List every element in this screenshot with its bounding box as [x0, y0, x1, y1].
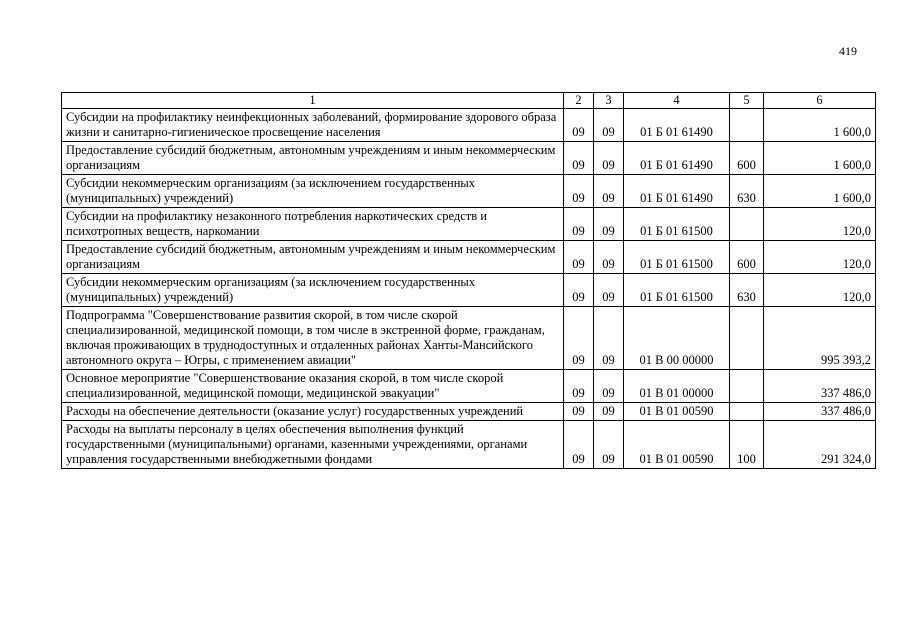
row-subsection: 09: [594, 307, 624, 370]
row-expense-type: [730, 208, 764, 241]
row-name: Подпрограмма "Совершенствование развития скорой, в том числе скорой специализированной, медицинской помощи, в том числе в экстренной форме, гражданам, включая проживающих в труднодоступных и отдаленных районах Ханты-Мансийского автономного округа – Югры, с применением авиации": [62, 307, 564, 370]
row-name: Предоставление субсидий бюджетным, автономным учреждениям и иным некоммерческим организациям: [62, 241, 564, 274]
row-amount: 291 324,0: [764, 421, 876, 469]
row-name: Расходы на обеспечение деятельности (оказание услуг) государственных учреждений: [62, 403, 564, 421]
row-subsection: 09: [594, 241, 624, 274]
page-number: 419: [839, 44, 857, 58]
table-row: [62, 403, 876, 421]
row-expense-type: 630: [730, 175, 764, 208]
row-amount: 120,0: [764, 208, 876, 241]
row-target-code: 01 Б 01 61500: [624, 274, 730, 307]
row-expense-type: [730, 403, 764, 421]
row-name: Предоставление субсидий бюджетным, автономным учреждениям и иным некоммерческим организациям: [62, 142, 564, 175]
row-expense-type: 600: [730, 142, 764, 175]
table-row: [62, 109, 876, 142]
table-row: [62, 307, 876, 370]
row-subsection: 09: [594, 370, 624, 403]
row-section: 09: [564, 241, 594, 274]
row-target-code: 01 В 01 00590: [624, 403, 730, 421]
header-row: [62, 93, 876, 109]
table-row: [62, 370, 876, 403]
row-section: 09: [564, 403, 594, 421]
table-row: [62, 175, 876, 208]
row-section: 09: [564, 370, 594, 403]
row-section: 09: [564, 142, 594, 175]
row-expense-type: 600: [730, 241, 764, 274]
row-subsection: 09: [594, 175, 624, 208]
header-col-4: 4: [624, 93, 730, 109]
row-amount: 337 486,0: [764, 370, 876, 403]
table-row: [62, 421, 876, 469]
row-subsection: 09: [594, 421, 624, 469]
header-col-2: 2: [564, 93, 594, 109]
row-name: Основное мероприятие "Совершенствование оказания скорой, в том числе скорой специализированной, медицинской помощи, медицинской эвакуации": [62, 370, 564, 403]
row-subsection: 09: [594, 142, 624, 175]
table-row: [62, 142, 876, 175]
row-section: 09: [564, 274, 594, 307]
budget-table: [61, 92, 876, 469]
row-target-code: 01 В 01 00000: [624, 370, 730, 403]
row-target-code: 01 Б 01 61500: [624, 208, 730, 241]
row-expense-type: 100: [730, 421, 764, 469]
row-section: 09: [564, 208, 594, 241]
header-col-3: 3: [594, 93, 624, 109]
row-amount: 1 600,0: [764, 175, 876, 208]
row-target-code: 01 Б 01 61490: [624, 175, 730, 208]
row-section: 09: [564, 109, 594, 142]
table-row: [62, 274, 876, 307]
row-expense-type: [730, 109, 764, 142]
row-target-code: 01 В 01 00590: [624, 421, 730, 469]
row-subsection: 09: [594, 403, 624, 421]
row-subsection: 09: [594, 274, 624, 307]
row-name: Субсидии некоммерческим организациям (за исключением государственных (муниципальных) учреждений): [62, 175, 564, 208]
table-row: [62, 208, 876, 241]
row-amount: 337 486,0: [764, 403, 876, 421]
row-target-code: 01 В 00 00000: [624, 307, 730, 370]
row-name: Субсидии некоммерческим организациям (за исключением государственных (муниципальных) учреждений): [62, 274, 564, 307]
row-amount: 1 600,0: [764, 109, 876, 142]
row-target-code: 01 Б 01 61500: [624, 241, 730, 274]
row-section: 09: [564, 421, 594, 469]
row-section: 09: [564, 307, 594, 370]
row-target-code: 01 Б 01 61490: [624, 109, 730, 142]
row-amount: 1 600,0: [764, 142, 876, 175]
row-name: Субсидии на профилактику неинфекционных заболеваний, формирование здорового образа жизни и санитарно-гигиеническое просвещение населения: [62, 109, 564, 142]
row-subsection: 09: [594, 208, 624, 241]
row-expense-type: 630: [730, 274, 764, 307]
row-amount: 120,0: [764, 274, 876, 307]
row-amount: 995 393,2: [764, 307, 876, 370]
row-target-code: 01 Б 01 61490: [624, 142, 730, 175]
header-col-5: 5: [730, 93, 764, 109]
row-subsection: 09: [594, 109, 624, 142]
header-col-6: 6: [764, 93, 876, 109]
row-section: 09: [564, 175, 594, 208]
row-name: Расходы на выплаты персоналу в целях обеспечения выполнения функций государственными (муниципальными) органами, казенными учреждениями, органами управления государственными внебюджетными фондами: [62, 421, 564, 469]
row-name: Субсидии на профилактику незаконного потребления наркотических средств и психотропных веществ, наркомании: [62, 208, 564, 241]
row-expense-type: [730, 307, 764, 370]
row-amount: 120,0: [764, 241, 876, 274]
table-row: [62, 241, 876, 274]
header-col-1: 1: [62, 93, 564, 109]
row-expense-type: [730, 370, 764, 403]
